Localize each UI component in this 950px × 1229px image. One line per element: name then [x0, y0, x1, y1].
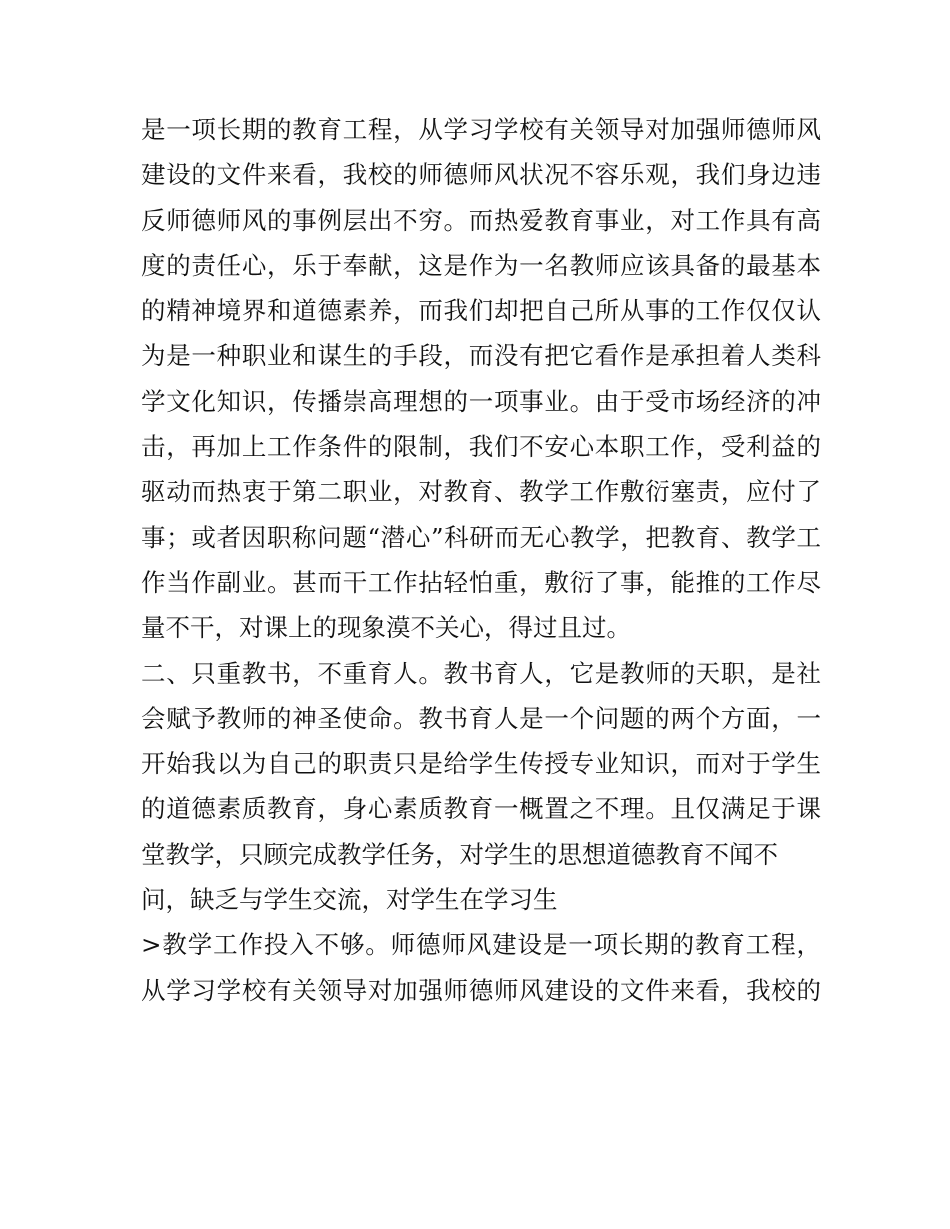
text-line: 驱动而热衷于第二职业，对教育、教学工作敷衍塞责，应付了	[141, 477, 821, 507]
text-line: 堂教学，只顾完成教学任务，对学生的思想道德教育不闻不	[141, 839, 778, 869]
text-line: 建设的文件来看，我校的师德师风状况不容乐观，我们身边违	[141, 160, 821, 190]
text-line: 量不干，对课上的现象漠不关心，得过且过。	[141, 613, 631, 643]
text-line: 反师德师风的事例层出不穷。而热爱教育事业，对工作具有高	[141, 205, 821, 235]
text-line: 为是一种职业和谋生的手段，而没有把它看作是承担着人类科	[141, 341, 821, 371]
text-line: 从学习学校有关领导对加强师德师风建设的文件来看，我校的	[141, 975, 821, 1005]
text-line: 度的责任心，乐于奉献，这是作为一名教师应该具备的最基本	[141, 250, 821, 280]
text-line: 二、只重教书，不重育人。教书育人，它是教师的天职，是社	[141, 658, 821, 688]
text-line: 学文化知识，传播崇高理想的一项事业。由于受市场经济的冲	[141, 386, 821, 416]
text-line: 开始我以为自己的职责只是给学生传授专业知识，而对于学生	[141, 749, 821, 779]
text-line: 问，缺乏与学生交流，对学生在学习生	[141, 885, 558, 915]
text-line: 事；或者因职称问题“潜心”科研而无心教学，把教育、教学工	[141, 522, 821, 552]
text-line: 作当作副业。甚而干工作拈轻怕重，敷衍了事，能推的工作尽	[141, 567, 821, 597]
text-line: >教学工作投入不够。师德师风建设是一项长期的教育工程，	[141, 930, 821, 960]
text-line: 会赋予教师的神圣使命。教书育人是一个问题的两个方面，一	[141, 703, 821, 733]
text-line: 的精神境界和道德素养，而我们却把自己所从事的工作仅仅认	[141, 296, 821, 326]
text-line: 击，再加上工作条件的限制，我们不安心本职工作，受利益的	[141, 432, 821, 462]
document-body	[141, 107, 821, 1013]
text-line: 是一项长期的教育工程，从学习学校有关领导对加强师德师风	[141, 115, 821, 144]
text-line: 的道德素质教育，身心素质教育一概置之不理。且仅满足于课	[141, 794, 821, 824]
